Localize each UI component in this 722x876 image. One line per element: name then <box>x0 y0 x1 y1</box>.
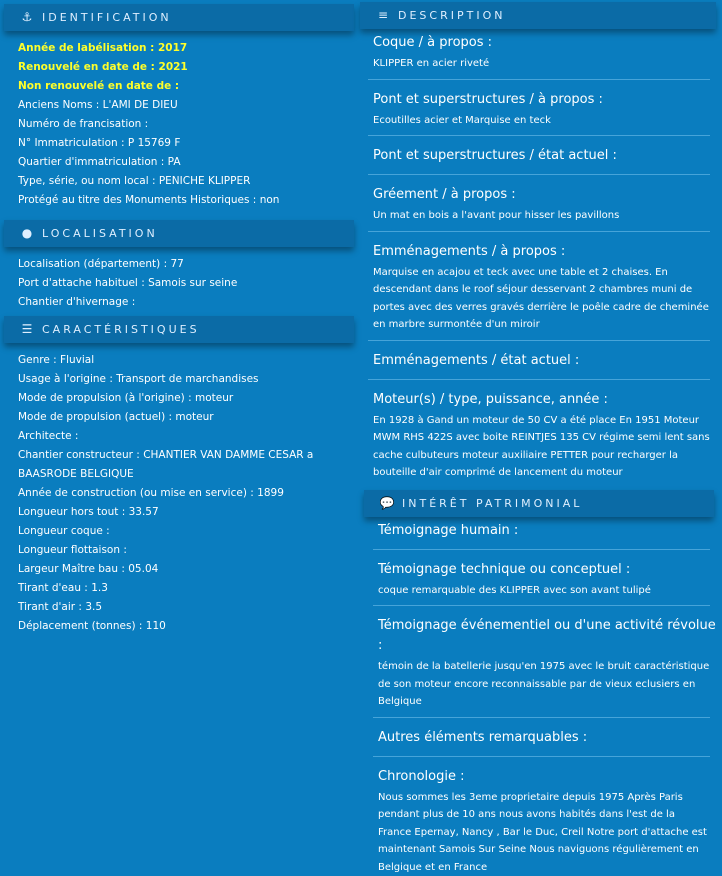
description-title: Coque / à propos : <box>358 33 722 53</box>
caracteristiques-fields <box>0 351 358 636</box>
identification-fields <box>0 39 358 210</box>
description-text: KLIPPER en acier riveté <box>358 55 722 73</box>
field-departement: Localisation (département) : 77 <box>0 255 358 274</box>
divider <box>368 79 710 80</box>
field-deplacement: Déplacement (tonnes) : 110 <box>0 617 358 636</box>
interet-title: Témoignage événementiel ou d'une activité révolue : <box>363 616 722 656</box>
interet-item-technique <box>363 560 722 607</box>
anchor-icon: ⚓ <box>18 4 36 31</box>
field-francisation: Numéro de francisation : <box>0 115 358 134</box>
interet-item-humain <box>363 521 722 550</box>
field-immatriculation: N° Immatriculation : P 15769 F <box>0 134 358 153</box>
interet-text: coque remarquable des KLIPPER avec son avant tulipé <box>363 582 722 600</box>
field-renouvele: Renouvelé en date de : 2021 <box>0 58 358 77</box>
description-item-greement <box>358 185 722 232</box>
field-longueur-hors-tout: Longueur hors tout : 33.57 <box>0 503 358 522</box>
field-anciens-noms: Anciens Noms : L'AMI DE DIEU <box>0 96 358 115</box>
description-item-emmenagements-etat <box>358 351 722 380</box>
field-labelisation: Année de labélisation : 2017 <box>0 39 358 58</box>
field-type: Type, série, ou nom local : PENICHE KLIPPER <box>0 172 358 191</box>
field-non-renouvele: Non renouvelé en date de : <box>0 77 358 96</box>
field-monuments: Protégé au titre des Monuments Historiques : non <box>0 191 358 210</box>
interet-item-evenementiel <box>363 616 722 718</box>
divider <box>368 379 710 380</box>
description-title: Emménagements / à propos : <box>358 242 722 262</box>
interet-header: 💬 INTÉRÊT PATRIMONIAL <box>364 490 714 517</box>
field-port-attache: Port d'attache habituel : Samois sur seine <box>0 274 358 293</box>
interet-title: Chronologie : <box>363 767 722 787</box>
field-largeur: Largeur Maître bau : 05.04 <box>0 560 358 579</box>
localisation-header: ● LOCALISATION <box>4 220 354 247</box>
right-column <box>358 0 722 876</box>
field-propulsion-origine: Mode de propulsion (à l'origine) : moteur <box>0 389 358 408</box>
field-annee-construction: Année de construction (ou mise en service) : 1899 <box>0 484 358 503</box>
sliders-icon: ☰ <box>18 316 36 343</box>
field-hivernage: Chantier d'hivernage : <box>0 293 358 312</box>
divider <box>373 756 710 757</box>
field-longueur-coque: Longueur coque : <box>0 522 358 541</box>
interet-title: Témoignage humain : <box>363 521 722 541</box>
field-longueur-flottaison: Longueur flottaison : <box>0 541 358 560</box>
description-item-emmenagements-propos <box>358 242 722 341</box>
divider <box>368 135 710 136</box>
divider <box>368 340 710 341</box>
field-propulsion-actuel: Mode de propulsion (actuel) : moteur <box>0 408 358 427</box>
description-header: ≡ DESCRIPTION <box>360 2 716 29</box>
field-genre: Genre : Fluvial <box>0 351 358 370</box>
caracteristiques-header: ☰ CARACTÉRISTIQUES <box>4 316 354 343</box>
description-text: Ecoutilles acier et Marquise en teck <box>358 112 722 130</box>
interet-items <box>358 521 722 876</box>
identification-header: ⚓ IDENTIFICATION <box>4 4 354 31</box>
interet-text: Nous sommes les 3eme proprietaire depuis 1975 Après Paris pendant plus de 10 ans nous avons habités dans l'est de la France Epernay, Nancy , Bar le Duc, Creil Notre port d'attache est maintenant Samois Sur Seine Nous naviguons régulièrement en Belgique et en France <box>363 789 722 876</box>
align-left-icon: ≡ <box>374 2 392 29</box>
field-usage: Usage à l'origine : Transport de marchandises <box>0 370 358 389</box>
description-text: Marquise en acajou et teck avec une table et 2 chaises. En descendant dans le roof séjour desservant 2 chambres muni de portes avec des verres gravés derrière le poêle cadre de cheminée en marbre surmontée d'un miroir <box>358 264 722 334</box>
location-pin-icon: ● <box>18 220 36 247</box>
description-title: Emménagements / état actuel : <box>358 351 722 371</box>
field-tirant-air: Tirant d'air : 3.5 <box>0 598 358 617</box>
interet-title: Témoignage technique ou conceptuel : <box>363 560 722 580</box>
divider <box>368 231 710 232</box>
interet-text: témoin de la batellerie jusqu'en 1975 avec le bruit caractéristique de son moteur encore reconnaissable par de vieux eclusiers en Belgique <box>363 658 722 711</box>
divider <box>373 717 710 718</box>
interet-item-autres <box>363 728 722 757</box>
description-text: En 1928 à Gand un moteur de 50 CV a été place En 1951 Moteur MWM RHS 422S avec boite REINTJES 135 CV régime semi lent sans cache culbuteurs moteur auxiliaire PETTER pour recharger la bouteille d'air comprimé de lancement du moteur <box>358 412 722 482</box>
field-architecte: Architecte : <box>0 427 358 446</box>
description-item-pont-propos <box>358 90 722 137</box>
description-item-pont-etat <box>358 146 722 175</box>
description-item-moteur <box>358 390 722 482</box>
left-column <box>0 0 358 636</box>
interet-item-chronologie <box>363 767 722 876</box>
comment-icon: 💬 <box>378 490 396 517</box>
divider <box>373 605 710 606</box>
description-title: Moteur(s) / type, puissance, année : <box>358 390 722 410</box>
description-item-coque <box>358 33 722 80</box>
description-title: Pont et superstructures / état actuel : <box>358 146 722 166</box>
description-text: Un mat en bois a l'avant pour hisser les pavillons <box>358 207 722 225</box>
description-title: Gréement / à propos : <box>358 185 722 205</box>
interet-title: Autres éléments remarquables : <box>363 728 722 748</box>
description-title: Pont et superstructures / à propos : <box>358 90 722 110</box>
divider <box>373 549 710 550</box>
field-chantier-constructeur: Chantier constructeur : CHANTIER VAN DAMME CESAR a BAASRODE BELGIQUE <box>0 446 358 484</box>
localisation-fields <box>0 255 358 312</box>
field-quartier: Quartier d'immatriculation : PA <box>0 153 358 172</box>
divider <box>368 174 710 175</box>
field-tirant-eau: Tirant d'eau : 1.3 <box>0 579 358 598</box>
